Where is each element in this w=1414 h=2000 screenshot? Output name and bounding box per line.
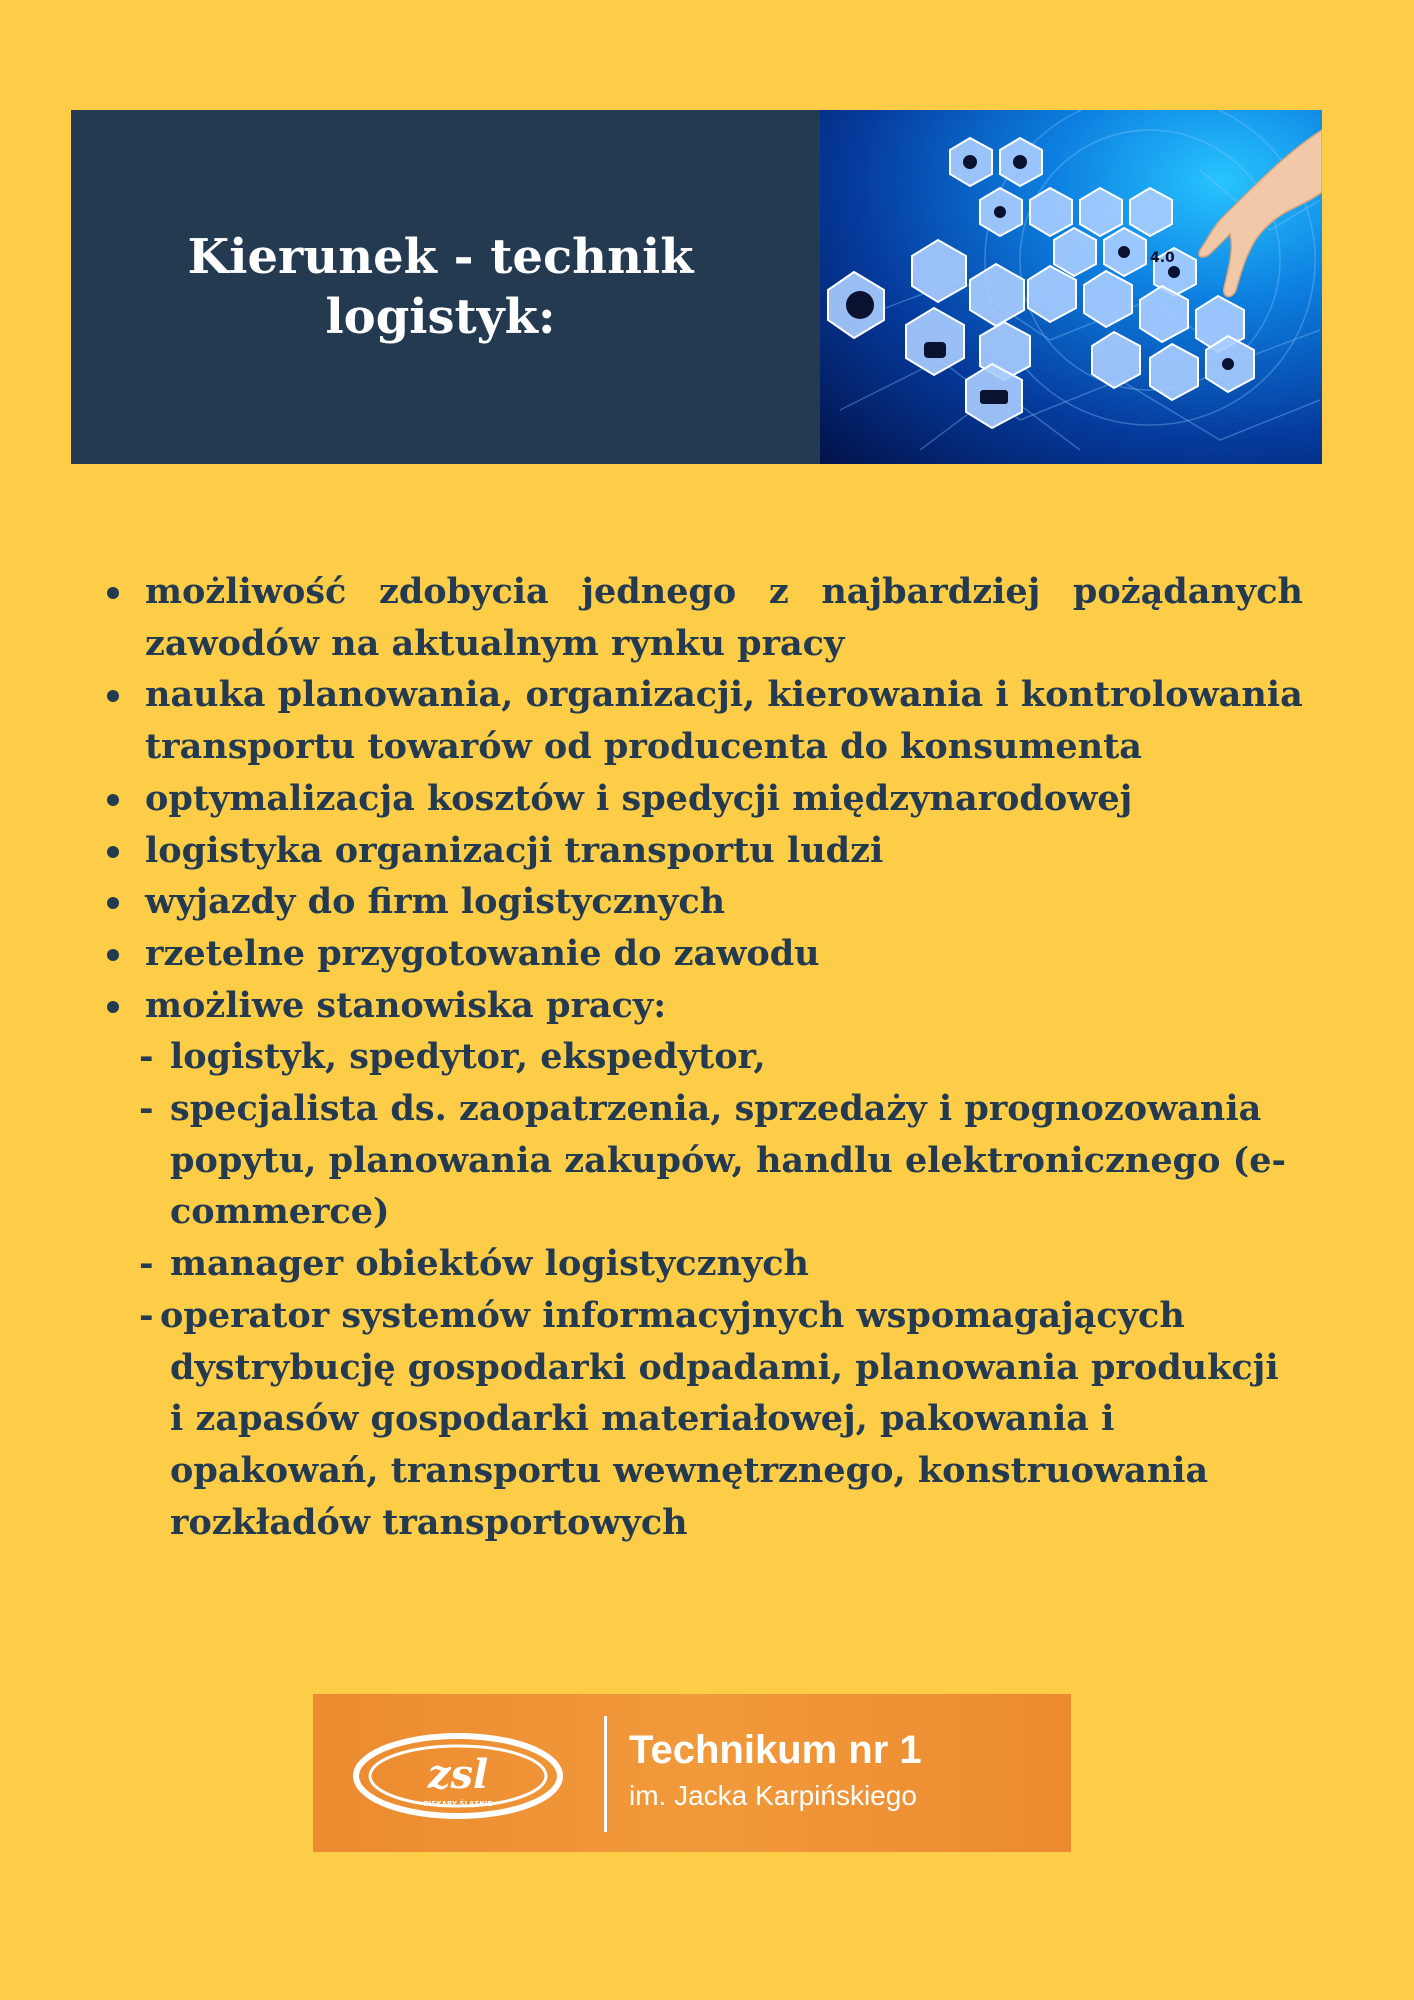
image-overlay-label: 4.0 <box>1150 250 1175 266</box>
list-item-text: wyjazdy do firm logistycznych <box>145 881 726 923</box>
logo-divider <box>604 1716 607 1832</box>
hexagon-network-graphic <box>820 110 1322 464</box>
list-item <box>100 980 1303 1032</box>
logo-letters: zsl <box>427 1751 489 1798</box>
position-text: specjalista ds. zaopatrzenia, sprzedaży i prognozowania popytu, planowania zakupów, handlu elektronicznego (e-commerce) <box>170 1088 1286 1233</box>
position-text: manager obiektów logistycznych <box>170 1243 810 1285</box>
list-item <box>100 928 1303 980</box>
industry-4-0-illustration <box>820 110 1322 464</box>
logo-subtext: PIEKARY ŚLĄSKIE <box>423 1800 493 1808</box>
school-patron: im. Jacka Karpińskiego <box>629 1780 917 1811</box>
benefits-list <box>100 566 1303 1031</box>
position-item: - logistyk, spedytor, ekspedytor, <box>139 1036 766 1078</box>
page-title: Kierunek - technik logistyk: <box>187 229 694 345</box>
list-item <box>100 773 1303 825</box>
position-item: - specjalista ds. zaopatrzenia, sprzedaży i prognozowania popytu, planowania zakupów, handlu elektronicznego (e-commerce) <box>139 1088 1286 1233</box>
list-item-text: możliwość zdobycia jednego z najbardziej pożądanych zawodów na aktualnym rynku pracy <box>145 571 1303 664</box>
zsl-logo-icon <box>353 1728 573 1824</box>
list-item <box>100 566 1303 669</box>
school-logo-banner <box>313 1694 1071 1852</box>
position-item: - operator systemów informacyjnych wspomagających dystrybucję gospodarki odpadami, planowania produkcji i zapasów gospodarki materiałowej, pakowania i opakowań, transportu wewnętrznego, konstruowania rozkładów transportowych <box>100 1290 1303 1549</box>
header-banner <box>71 110 1322 464</box>
list-item <box>100 669 1303 772</box>
position-text: operator systemów informacyjnych wspomagających dystrybucję gospodarki odpadami, planowania produkcji i zapasów gospodarki materiałowej, pakowania i opakowań, transportu wewnętrznego, konstruowania rozkładów transportowych <box>160 1294 1279 1543</box>
title-panel <box>71 110 820 464</box>
list-item <box>100 825 1303 877</box>
hand-icon <box>1199 130 1322 297</box>
program-description <box>100 566 1303 1548</box>
job-positions-list <box>100 1031 1303 1548</box>
school-name: Technikum nr 1 <box>629 1728 922 1772</box>
list-item-text: optymalizacja kosztów i spedycji międzynarodowej <box>145 777 1133 819</box>
position-item: - manager obiektów logistycznych <box>139 1243 810 1285</box>
position-text: logistyk, spedytor, ekspedytor, <box>170 1036 766 1078</box>
list-item-text: logistyka organizacji transportu ludzi <box>145 829 884 871</box>
list-item-text: nauka planowania, organizacji, kierowania i kontrolowania transportu towarów od producenta do konsumenta <box>145 674 1303 768</box>
list-item <box>100 876 1303 928</box>
list-item-text: rzetelne przygotowanie do zawodu <box>145 932 820 974</box>
list-item-text: możliwe stanowiska pracy: <box>145 984 667 1026</box>
